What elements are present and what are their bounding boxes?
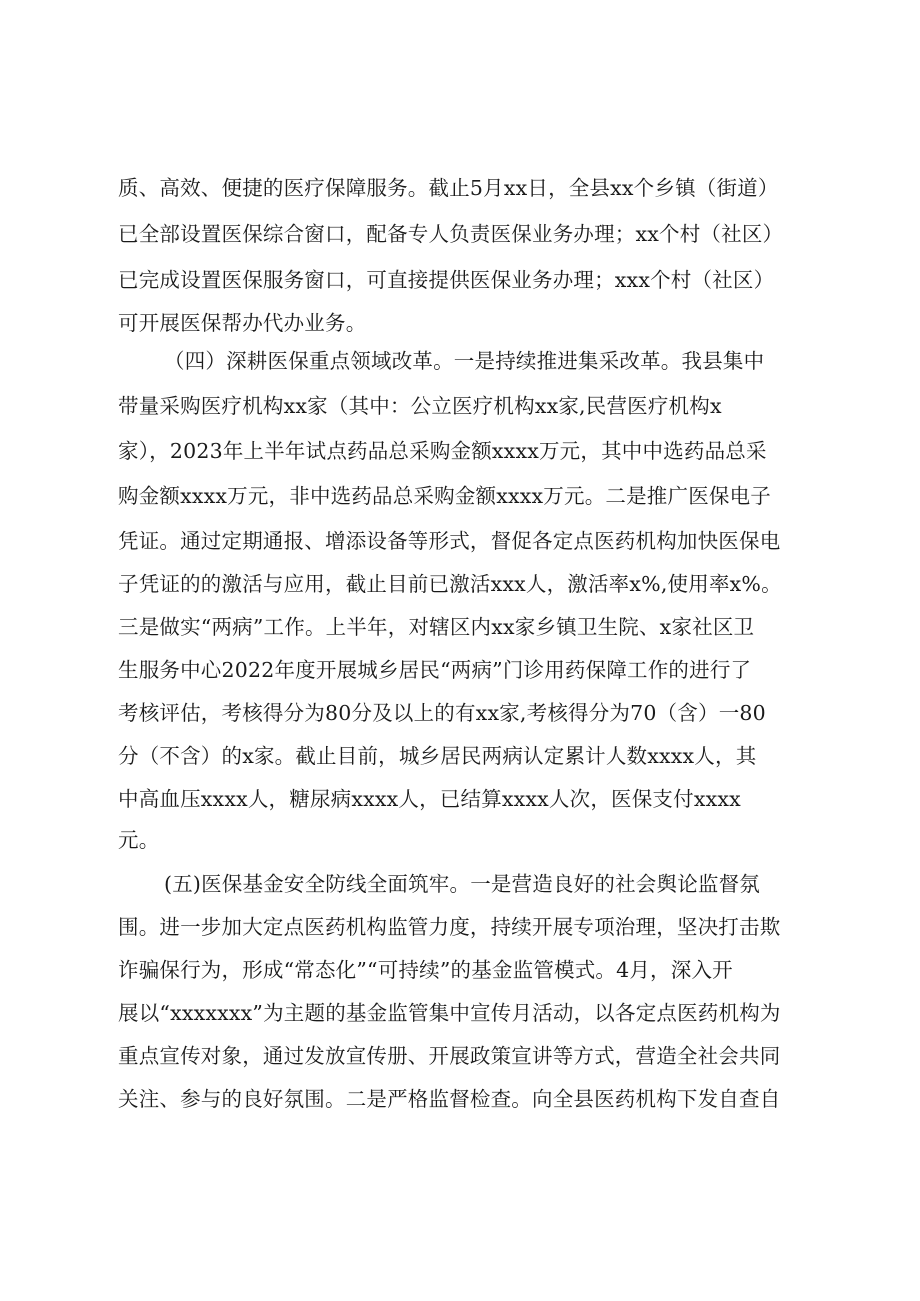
text-line: 购金额xxxx万元，非中选药品总采购金额xxxx万元。二是推广医保电子 bbox=[118, 484, 771, 508]
text-line: 元。 bbox=[118, 828, 160, 852]
text-line: 子凭证的的激活与应用，截止目前已激活xxx人，激活率x%,使用率x%。 bbox=[118, 572, 782, 596]
text-line: 带量采购医疗机构xx家（其中：公立医疗机构xx家,民营医疗机构x bbox=[118, 394, 722, 418]
text-line: 中高血压xxxx人，糖尿病xxxx人，已结算xxxx人次，医保支付xxxx bbox=[118, 787, 741, 811]
text-line: 质、高效、便捷的医疗保障服务。截止5月xx日，全县xx个乡镇（街道） bbox=[118, 176, 779, 200]
paragraph-start-line: (五)医保基金安全防线全面筑牢。一是营造良好的社会舆论监督氛 bbox=[164, 872, 760, 896]
text-line: 生服务中心2022年度开展城乡居民“两病”门诊用药保障工作的进行了 bbox=[118, 658, 752, 682]
text-line: 分（不含）的x家。截止目前，城乡居民两病认定累计人数xxxx人，其 bbox=[118, 744, 757, 768]
text-line: 围。进一步加大定点医药机构监管力度，持续开展专项治理，坚决打击欺 bbox=[118, 915, 781, 939]
text-line: 三是做实“两病”工作。上半年，对辖区内xx家乡镇卫生院、x家社区卫 bbox=[118, 615, 755, 639]
text-line: 家），2023年上半年试点药品总采购金额xxxx万元，其中中选药品总采 bbox=[118, 439, 767, 463]
text-line: 重点宣传对象，通过发放宣传册、开展政策宣讲等方式，营造全社会共同 bbox=[118, 1044, 781, 1068]
paragraph-start-line: （四）深耕医保重点领域改革。一是持续推进集采改革。我县集中 bbox=[164, 349, 765, 373]
text-line: 已全部设置医保综合窗口，配备专人负责医保业务办理；xx个村（社区） bbox=[118, 222, 784, 246]
text-line: 凭证。通过定期通报、增添设备等形式，督促各定点医药机构加快医保电 bbox=[118, 529, 781, 553]
text-line: 展以“xxxxxxx”为主题的基金监管集中宣传月活动，以各定点医药机构为 bbox=[118, 1001, 781, 1025]
text-line: 已完成设置医保服务窗口，可直接提供医保业务办理；xxx个村（社区） bbox=[118, 268, 775, 292]
text-line: 诈骗保行为，形成“常态化”“可持续”的基金监管模式。4月，深入开 bbox=[118, 958, 733, 982]
text-line: 关注、参与的良好氛围。二是严格监督检查。向全县医药机构下发自查自 bbox=[118, 1087, 781, 1111]
text-line: 考核评估，考核得分为80分及以上的有xx家,考核得分为70（含）一80 bbox=[118, 701, 766, 725]
text-line: 可开展医保帮办代办业务。 bbox=[118, 311, 367, 335]
